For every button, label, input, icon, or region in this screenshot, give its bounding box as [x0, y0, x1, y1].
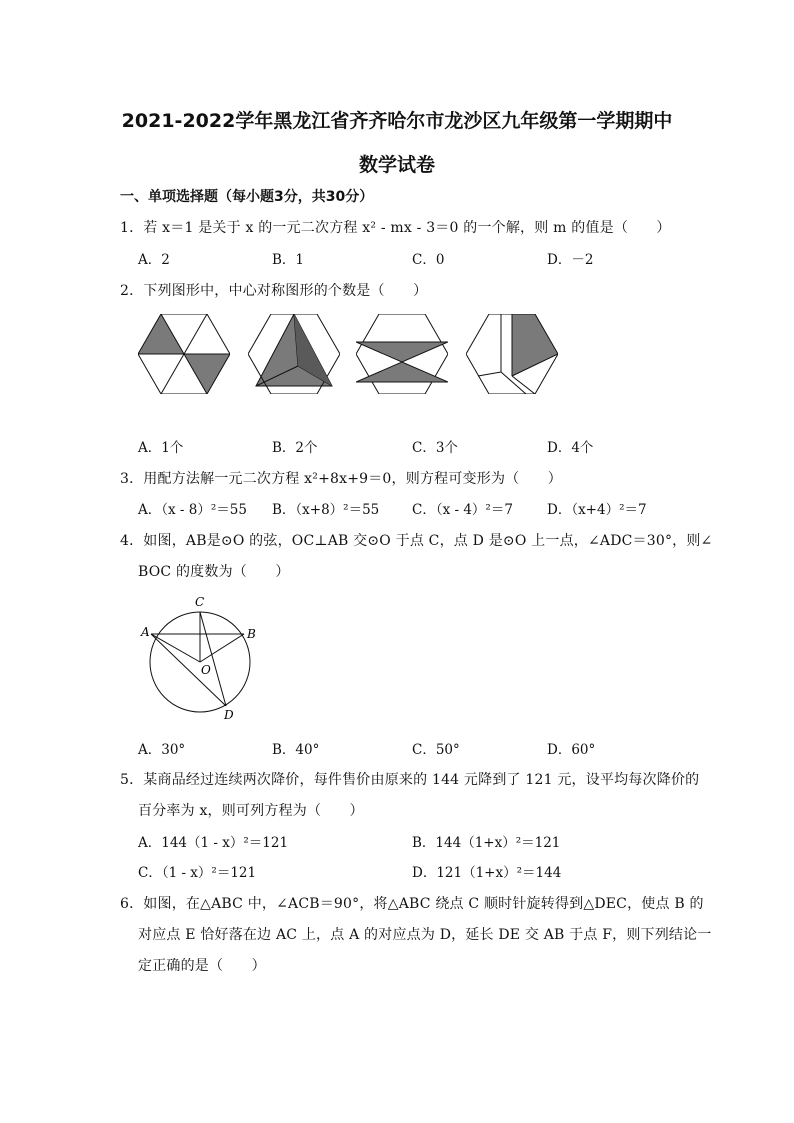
question-1-option-a: A．2	[138, 252, 170, 268]
circle-geometry-figure	[138, 592, 278, 722]
question-4-option-a: A．30°	[138, 742, 186, 758]
exam-title-line2: 数学试卷	[358, 154, 435, 176]
question-5-option-d: D．121（1+x）²＝144	[412, 865, 562, 881]
question-1-option-b: B．1	[272, 252, 305, 268]
question-4-option-b: B．40°	[272, 742, 320, 758]
hexagon-figure-3	[356, 314, 448, 394]
question-4-option-c: C．50°	[412, 742, 460, 758]
question-5-stem-line2: 百分率为 x，则可列方程为（ ）	[138, 803, 364, 819]
exam-title-line1: 2021-2022学年黑龙江省齐齐哈尔市龙沙区九年级第一学期期中	[121, 110, 673, 132]
question-2-stem: 2．下列图形中，中心对称图形的个数是（ ）	[120, 283, 428, 299]
question-4-option-d: D．60°	[547, 742, 596, 758]
question-5-option-c: C．（1 - x）²＝121	[138, 865, 257, 881]
hexagon-figure-2	[248, 314, 340, 394]
question-3-option-a: A．（x - 8）²＝55	[138, 502, 247, 518]
question-3-option-c: C．（x - 4）²＝7	[412, 502, 513, 518]
question-1-option-c: C．0	[412, 252, 445, 268]
hexagon-figure-4	[466, 314, 558, 394]
label-point-a: A	[141, 625, 150, 639]
hexagon-figure-1	[138, 314, 230, 394]
question-3-option-b: B．（x+8）²＝55	[272, 502, 380, 518]
question-3-stem: 3．用配方法解一元二次方程 x²+8x+9＝0，则方程可变形为（ ）	[120, 471, 562, 487]
question-4-stem-line1: 4．如图，AB是⊙O 的弦，OC⊥AB 交⊙O 于点 C，点 D 是⊙O 上一点，∠ADC＝30°，则∠	[120, 533, 713, 549]
question-1-option-d: D．－2	[547, 252, 594, 268]
question-5-option-b: B．144（1+x）²＝121	[412, 835, 561, 851]
question-2-option-a: A．1个	[138, 440, 184, 456]
label-point-o: O	[201, 663, 211, 677]
label-point-b: B	[247, 627, 256, 641]
question-6-stem-line2: 对应点 E 恰好落在边 AC 上，点 A 的对应点为 D，延长 DE 交 AB 于点 F，则下列结论一	[138, 927, 712, 943]
section-heading: 一、单项选择题（每小题3分，共30分）	[120, 189, 374, 205]
question-6-stem-line3: 定正确的是（ ）	[138, 958, 266, 974]
question-5-option-a: A．144（1 - x）²＝121	[138, 835, 289, 851]
question-5-stem-line1: 5．某商品经过连续两次降价，每件售价由原来的 144 元降到了 121 元，设平均每次降价的	[120, 772, 700, 788]
label-point-c: C	[195, 595, 205, 609]
label-point-d: D	[224, 708, 234, 722]
question-1-stem: 1．若 x＝1 是关于 x 的一元二次方程 x² - mx - 3＝0 的一个解，则 m 的值是（ ）	[120, 220, 671, 236]
question-2-option-b: B．2个	[272, 440, 318, 456]
question-2-option-d: D．4个	[547, 440, 594, 456]
question-6-stem-line1: 6．如图，在△ABC 中，∠ACB＝90°，将△ABC 绕点 C 顺时针旋转得到△DEC，使点 B 的	[120, 896, 704, 912]
question-3-option-d: D．（x+4）²＝7	[547, 502, 647, 518]
question-4-stem-line2: BOC 的度数为（ ）	[138, 564, 290, 580]
question-2-option-c: C．3个	[412, 440, 458, 456]
